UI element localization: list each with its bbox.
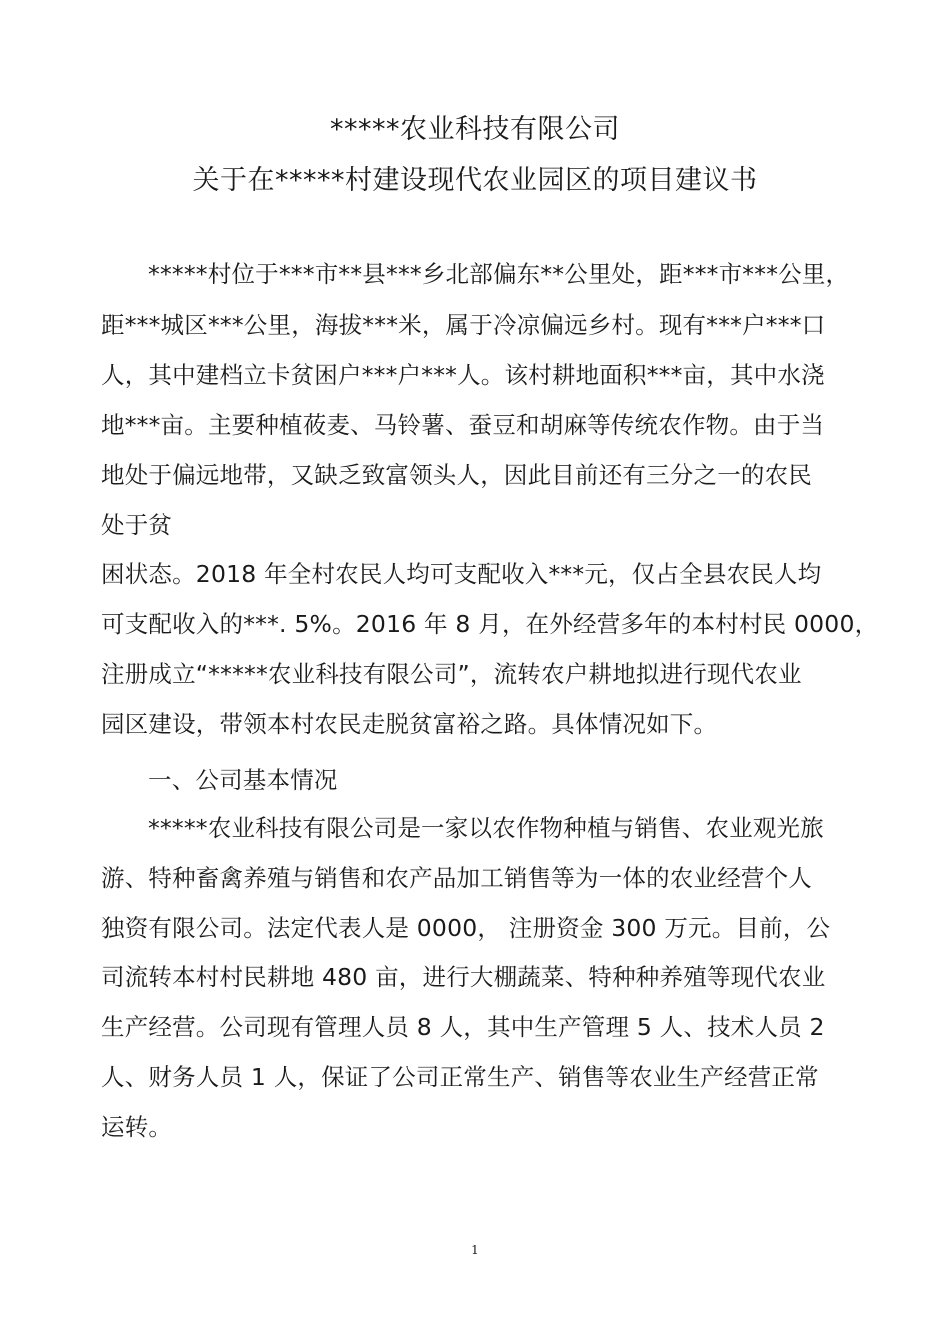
paragraph-line: 处于贫: [101, 511, 173, 539]
paragraph-line: 人，其中建档立卡贫困户***户***人。该村耕地面积***亩，其中水浇: [101, 361, 825, 389]
section-heading: 一、公司基本情况: [148, 766, 338, 794]
paragraph-line: 地处于偏远地带，又缺乏致富领头人，因此目前还有三分之一的农民: [101, 461, 812, 489]
paragraph-line: 运转。: [101, 1113, 173, 1141]
document-title-company: *****农业科技有限公司: [330, 114, 620, 145]
paragraph-line: 生产经营。公司现有管理人员 8 人，其中生产管理 5 人、技术人员 2: [101, 1013, 825, 1041]
paragraph-line: 可支配收入的***. 5%。2016 年 8 月，在外经营多年的本村村民 0000，: [101, 610, 879, 638]
paragraph-line: 困状态。2018 年全村农民人均可支配收入***元，仅占全县农民人均: [101, 560, 822, 588]
paragraph-line: *****农业科技有限公司是一家以农作物种植与销售、农业观光旅: [148, 814, 824, 842]
paragraph-line: 园区建设，带领本村农民走脱贫富裕之路。具体情况如下。: [101, 710, 718, 738]
paragraph-line: 独资有限公司。法定代表人是 0000， 注册资金 300 万元。目前，公: [101, 914, 831, 942]
document-title-proposal: 关于在*****村建设现代农业园区的项目建议书: [192, 165, 758, 196]
paragraph-line: 注册成立“*****农业科技有限公司”，流转农户耕地拟进行现代农业: [101, 660, 802, 688]
paragraph-line: 距***城区***公里，海拔***米，属于冷凉偏远乡村。现有***户***口: [101, 311, 826, 339]
paragraph-line: 司流转本村村民耕地 480 亩，进行大棚蔬菜、特种种养殖等现代农业: [101, 963, 826, 991]
paragraph-line: *****村位于***市**县***乡北部偏东**公里处，距***市***公里，: [148, 260, 850, 288]
paragraph-line: 游、特种畜禽养殖与销售和农产品加工销售等为一体的农业经营个人: [101, 864, 812, 892]
paragraph-line: 地***亩。主要种植莜麦、马铃薯、蚕豆和胡麻等传统农作物。由于当: [101, 411, 825, 439]
paragraph-line: 人、财务人员 1 人，保证了公司正常生产、销售等农业生产经营正常: [101, 1063, 819, 1091]
page-number: 1: [471, 1243, 479, 1257]
